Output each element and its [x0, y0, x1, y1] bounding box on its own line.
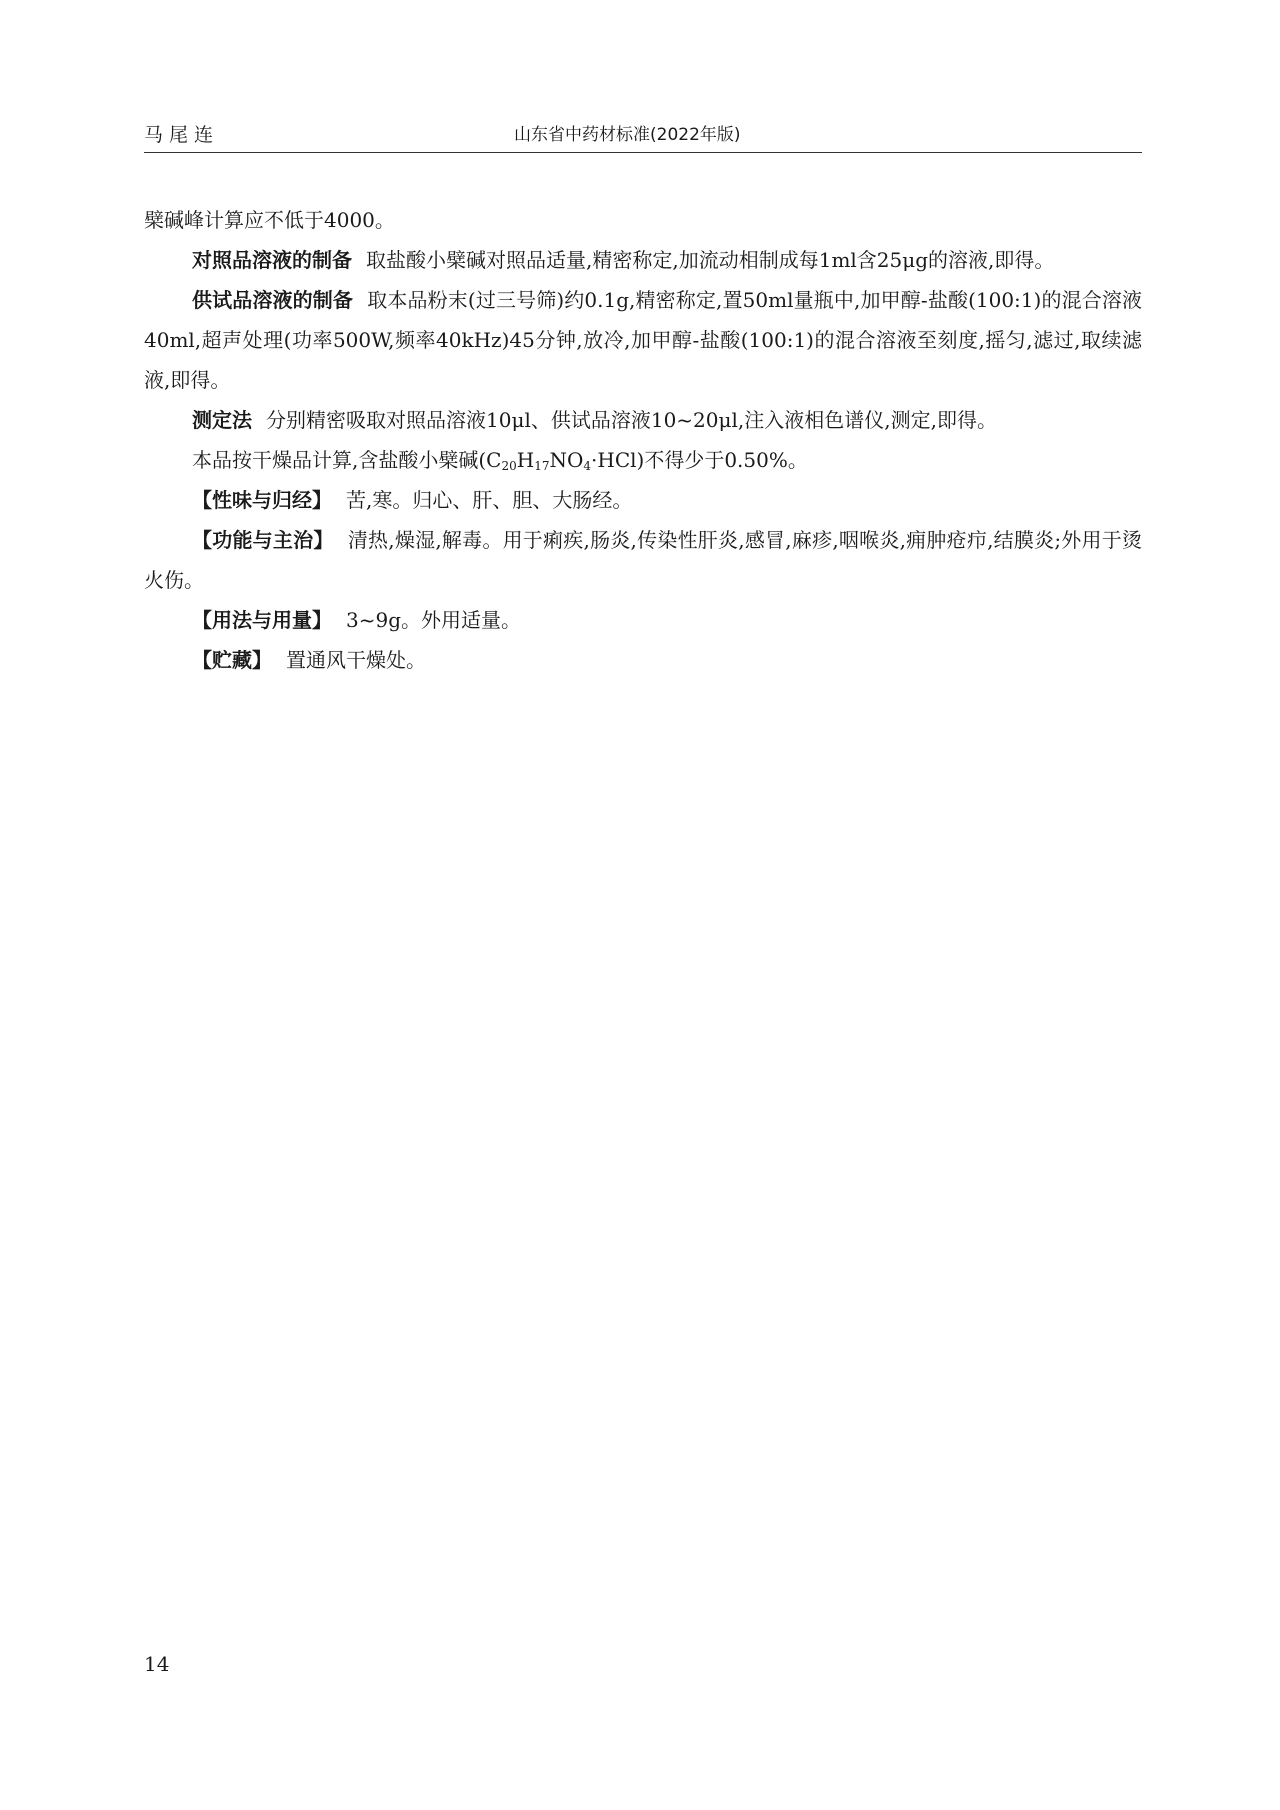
- formula-h: H: [516, 448, 535, 472]
- content-limit-suffix: ·HCl)不得少于0.50%。: [591, 448, 808, 472]
- functions-indications-text: 清热,燥湿,解毒。用于痢疾,肠炎,传染性肝炎,感冒,麻疹,咽喉炎,痈肿疮疖,结膜炎;外用于烫火伤。: [144, 528, 1142, 592]
- content-limit-prefix: 本品按干燥品计算,含盐酸小檗碱(C: [192, 448, 502, 472]
- paragraph-storage: [144, 640, 1142, 680]
- procedure-text: 分别精密吸取对照品溶液10μl、供试品溶液10~20μl,注入液相色谱仪,测定,即得。: [266, 408, 997, 432]
- section-label-storage: 【贮藏】: [192, 648, 272, 672]
- formula-subscript-c: 20: [501, 459, 517, 473]
- usage-dosage-text: 3~9g。外用适量。: [346, 608, 522, 632]
- formula-subscript-h: 17: [534, 459, 550, 473]
- paragraph-continuation: [144, 200, 1142, 240]
- paragraph-procedure: [144, 400, 1142, 440]
- formula-no: NO: [549, 448, 584, 472]
- nature-meridian-text: 苦,寒。归心、肝、胆、大肠经。: [346, 488, 633, 512]
- reference-solution-text: 取盐酸小檗碱对照品适量,精密称定,加流动相制成每1ml含25μg的溶液,即得。: [366, 248, 1055, 272]
- section-label-nature-meridian: 【性味与归经】: [192, 488, 332, 512]
- section-label-test-solution: 供试品溶液的制备: [192, 288, 354, 312]
- section-label-reference-solution: 对照品溶液的制备: [192, 248, 352, 272]
- header-rule: [144, 152, 1142, 153]
- header-book-title: 山东省中药材标准(2022年版): [514, 125, 741, 145]
- paragraph-test-solution: [144, 280, 1142, 400]
- header-drug-name: 马尾连: [144, 124, 220, 146]
- formula-subscript-o: 4: [583, 459, 592, 473]
- running-header: [144, 114, 1142, 154]
- continuation-text: 檗碱峰计算应不低于4000。: [144, 208, 395, 232]
- section-label-procedure: 测定法: [192, 408, 252, 432]
- storage-text: 置通风干燥处。: [286, 648, 426, 672]
- paragraph-usage-dosage: [144, 600, 1142, 640]
- section-label-usage-dosage: 【用法与用量】: [192, 608, 332, 632]
- test-solution-text: 取本品粉末(过三号筛)约0.1g,精密称定,置50ml量瓶中,加甲醇-盐酸(100:1)的混合溶液40ml,超声处理(功率500W,频率40kHz)45分钟,放冷,加甲醇-盐酸(100:1)的混合溶液至刻度,摇匀,滤过,取续滤液,即得。: [144, 288, 1142, 392]
- page-number: 14: [144, 1652, 170, 1676]
- paragraph-content-limit: [144, 440, 1142, 480]
- paragraph-reference-solution: [144, 240, 1142, 280]
- document-body: [144, 200, 1142, 680]
- paragraph-nature-meridian: [144, 480, 1142, 520]
- section-label-functions-indications: 【功能与主治】: [192, 528, 334, 552]
- paragraph-functions-indications: [144, 520, 1142, 600]
